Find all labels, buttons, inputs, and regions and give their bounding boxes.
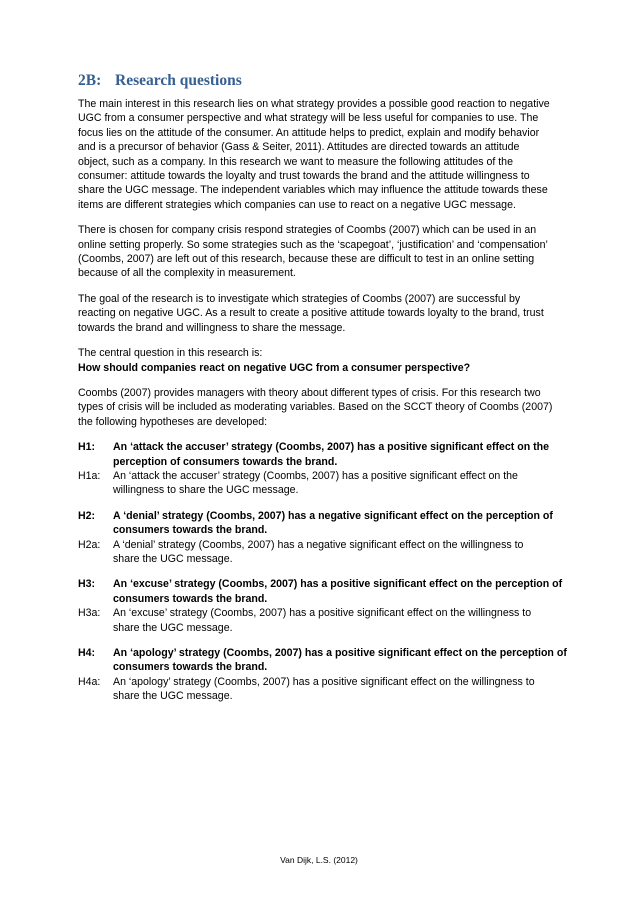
paragraph-research-goal <box>78 292 568 335</box>
text-line: The goal of the research is to investigate which strategies of Coombs (2007) are successful by <box>78 292 521 305</box>
hypothesis-text: An ‘apology’ strategy (Coombs, 2007) has a positive significant effect on the perception of <box>113 647 567 659</box>
hypothesis-text: perception of consumers towards the brand. <box>113 455 338 468</box>
hypothesis-group-4 <box>78 646 568 704</box>
text-line: items are different strategies which companies can use to react on a negative UGC message. <box>78 198 516 211</box>
text-line: reacting on negative UGC. As a result to create a positive attitude towards loyalty to the brand, trust <box>78 307 544 320</box>
text-line: Coombs (2007) provides managers with theory about different types of crisis. For this research two <box>78 386 541 399</box>
hypothesis-label: H4: <box>78 647 96 659</box>
hypothesis-text: consumers towards the brand. <box>113 661 268 674</box>
hypothesis-text: willingness to share the UGC message. <box>113 484 299 497</box>
text-line: because of all the complexity in measurement. <box>78 267 296 280</box>
page-footer: Van Dijk, L.S. (2012) <box>280 855 358 865</box>
document-body <box>78 97 568 715</box>
hypothesis-text: An ‘excuse’ strategy (Coombs, 2007) has a positive significant effect on the willingness to <box>113 607 532 620</box>
text-line: (Coombs, 2007) are left out of this research, because these are difficult to test in an online setting <box>78 253 535 266</box>
hypothesis-main <box>78 509 568 538</box>
text-line: types of crisis will be included as moderating variables. Based on the SCCT theory of Coombs (2007) <box>78 401 553 414</box>
text-line: The main interest in this research lies on what strategy provides a possible good reaction to negative <box>78 98 550 110</box>
hypothesis-text: An ‘attack the accuser’ strategy (Coombs, 2007) has a positive significant effect on the <box>113 469 518 482</box>
hypothesis-label: H1: <box>78 441 96 454</box>
hypothesis-text: consumers towards the brand. <box>113 524 268 537</box>
paragraph-strategies-chosen <box>78 223 568 281</box>
section-title: Research questions <box>115 72 242 89</box>
hypothesis-label: H3a: <box>78 607 101 620</box>
paragraph-coombs-theory <box>78 386 568 429</box>
text-line: and is a precursor of behavior (Gass & Seiter, 2011). Attitudes are directed towards an attitude <box>78 141 520 154</box>
hypothesis-label: H1a: <box>78 469 101 482</box>
hypothesis-group-1 <box>78 440 568 498</box>
hypothesis-group-3 <box>78 577 568 635</box>
hypothesis-text: A ‘denial’ strategy (Coombs, 2007) has a negative significant effect on the perception of <box>113 509 553 522</box>
hypothesis-text: share the UGC message. <box>113 552 233 565</box>
hypothesis-sub <box>78 606 568 635</box>
hypothesis-text: share the UGC message. <box>113 621 233 634</box>
central-question: How should companies react on negative UGC from a consumer perspective? <box>78 361 471 374</box>
hypothesis-label: H2: <box>78 509 96 522</box>
central-question-intro: The central question in this research is: <box>78 347 263 360</box>
hypothesis-main <box>78 577 568 606</box>
hypothesis-main <box>78 440 568 469</box>
text-line: share the UGC message. The independent variables which may influence the attitude towards these <box>78 184 548 197</box>
text-line: focus lies on the attitude of the consumer. An attitude helps to predict, explain and modify behavior <box>78 126 540 139</box>
text-line: towards the brand and willingness to share the message. <box>78 321 346 334</box>
hypothesis-label: H3: <box>78 578 96 591</box>
hypothesis-text: A ‘denial’ strategy (Coombs, 2007) has a negative significant effect on the willingness to <box>113 538 524 551</box>
section-heading <box>78 72 242 90</box>
text-line: consumer: attitude towards the loyalty and trust towards the brand and the attitude willingness to <box>78 170 530 183</box>
hypothesis-group-2 <box>78 509 568 567</box>
hypothesis-main <box>78 646 568 675</box>
paragraph-main-interest <box>78 97 568 212</box>
hypothesis-text: consumers towards the brand. <box>113 592 268 605</box>
hypothesis-sub <box>78 469 568 498</box>
text-line: the following hypotheses are developed: <box>78 415 268 428</box>
hypothesis-text: An ‘apology’ strategy (Coombs, 2007) has a positive significant effect on the willingness to <box>113 675 535 688</box>
hypothesis-label: H2a: <box>78 538 101 551</box>
hypothesis-text: share the UGC message. <box>113 690 233 703</box>
text-line: There is chosen for company crisis respond strategies of Coombs (2007) which can be used in an <box>78 224 537 237</box>
hypothesis-text: An ‘excuse’ strategy (Coombs, 2007) has a positive significant effect on the perception of <box>113 578 563 591</box>
text-line: UGC from a consumer perspective and what strategy will be less useful for companies to use. The <box>78 112 539 125</box>
hypothesis-sub <box>78 538 568 567</box>
hypothesis-sub <box>78 675 568 704</box>
hypothesis-text: An ‘attack the accuser’ strategy (Coombs, 2007) has a positive significant effect on the <box>113 441 550 454</box>
section-number: 2B: <box>78 72 102 89</box>
text-line: online setting properly. So some strategies such as the ‘scapegoat’, ‘justification’ and ‘compensation’ <box>78 238 548 251</box>
central-question-block <box>78 346 568 375</box>
hypothesis-label: H4a: <box>78 675 101 688</box>
text-line: object, such as a company. In this research we want to measure the following attitudes of the <box>78 155 513 168</box>
